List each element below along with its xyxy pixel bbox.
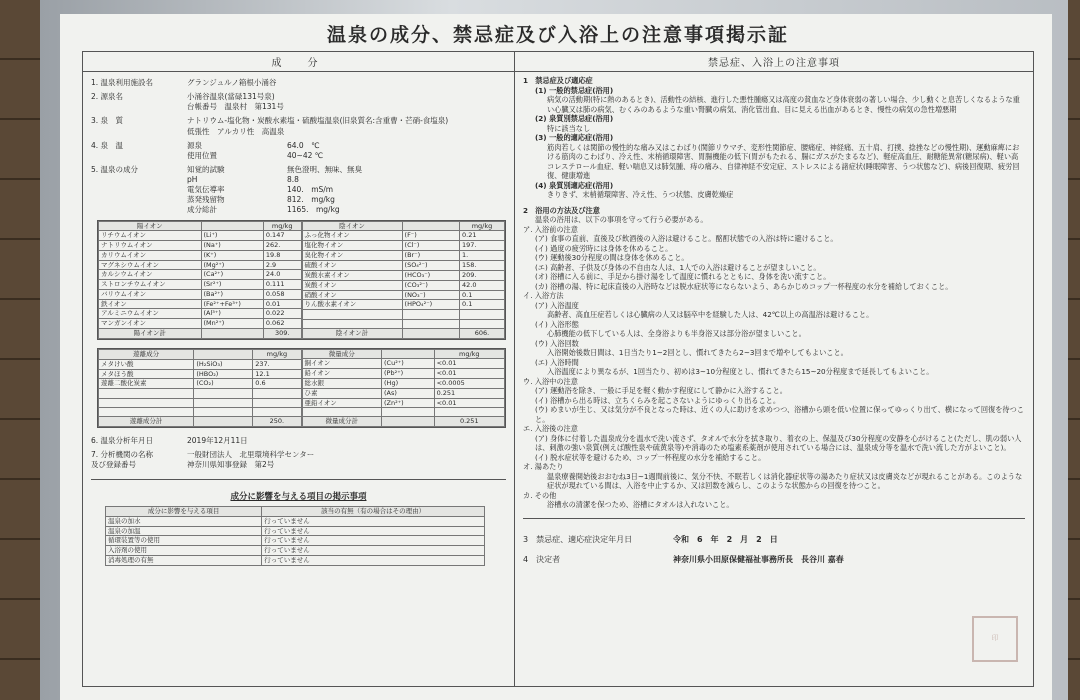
trace-total-cell: 0.251 bbox=[434, 417, 504, 427]
table-row bbox=[99, 231, 302, 241]
cation-total-cell bbox=[201, 328, 263, 338]
affect-cell: 行っていません bbox=[262, 516, 485, 526]
table-row bbox=[302, 398, 505, 408]
cation-cell: マンガンイオン bbox=[99, 319, 202, 329]
cation-cell: 0.058 bbox=[263, 289, 301, 299]
trace-cell: 鉛イオン bbox=[302, 369, 382, 379]
component-label: 知覚的試験 bbox=[187, 164, 225, 174]
composition-column bbox=[83, 52, 515, 686]
anion-cell bbox=[302, 310, 402, 319]
undissociated-total-cell: 遊離成分計 bbox=[99, 417, 194, 427]
table-row bbox=[302, 280, 505, 290]
undissociated-cell: (HBO₂) bbox=[194, 369, 253, 379]
anion-cell bbox=[460, 310, 505, 319]
undissociated-cell bbox=[253, 407, 301, 416]
cation-cell: 19.8 bbox=[263, 250, 301, 260]
trace-cell bbox=[382, 408, 435, 417]
affect-section bbox=[91, 479, 506, 566]
trace-cell bbox=[302, 408, 382, 417]
anion-cell: 硫酸イオン bbox=[302, 260, 402, 270]
cation-table bbox=[98, 221, 302, 339]
cation-cell: 0.062 bbox=[263, 319, 301, 329]
cation-total-cell: 309. bbox=[263, 328, 301, 338]
table-row bbox=[302, 319, 505, 328]
trace-total-cell bbox=[382, 417, 435, 427]
anion-cell: 0.1 bbox=[460, 300, 505, 310]
affect-title: 成分に影響を与える項目の掲示事項 bbox=[230, 491, 367, 502]
trace-total-row bbox=[302, 417, 505, 427]
trace-cell: (Zn²⁺) bbox=[382, 398, 435, 408]
cation-cell: (Mg²⁺) bbox=[201, 260, 263, 270]
component-label: 成分総計 bbox=[187, 205, 217, 215]
section-1-title: 1 禁忌症及び適応症 bbox=[523, 76, 593, 85]
component-item bbox=[187, 205, 506, 215]
affect-header-row bbox=[106, 507, 485, 517]
undissociated-total-row bbox=[99, 417, 302, 427]
anion-cell bbox=[402, 319, 459, 328]
undissociated-cell bbox=[194, 389, 253, 398]
decision-date-row: 3 禁忌症、適応症決定年月日 令和 6 年 2 月 2 日 bbox=[523, 534, 778, 544]
affect-cell: 行っていません bbox=[262, 555, 485, 565]
analysis-org-row: 7. 分析機関の名称 及び登録番号 一般財団法人 北里環境科学センター 神奈川県知事登録 第2号 bbox=[91, 450, 315, 470]
affect-cell: 消毒処理の有無 bbox=[106, 555, 262, 565]
affect-cell: 循環装置等の使用 bbox=[106, 536, 262, 546]
table-row bbox=[99, 398, 302, 407]
affect-cell: 温泉の加温 bbox=[106, 526, 262, 536]
table-row bbox=[99, 241, 302, 251]
section-2-title: 2 浴用の方法及び注意 bbox=[523, 205, 600, 215]
table-row bbox=[302, 388, 505, 398]
anion-cell: 209. bbox=[460, 270, 505, 280]
trace-cell: (As) bbox=[382, 388, 435, 398]
table-row bbox=[302, 408, 505, 417]
trace-cell: (Hg) bbox=[382, 378, 435, 388]
trace-cell: <0.0005 bbox=[434, 378, 504, 388]
anion-total-cell: 606. bbox=[460, 328, 505, 338]
trace-header-row bbox=[302, 349, 505, 359]
anion-header-cell: 陰イオン bbox=[302, 221, 402, 231]
table-row bbox=[99, 270, 302, 280]
cation-cell: (Al³⁺) bbox=[201, 309, 263, 319]
component-value: 140. mS/m bbox=[287, 185, 334, 195]
cation-cell: カリウムイオン bbox=[99, 250, 202, 260]
notice-document bbox=[60, 14, 1052, 700]
precautions-body: 1 禁忌症及び適応症 (1) 一般的禁忌症(浴用) 病気の活動期(特に熱のあるとき)、活動性の結核、進行した悪性腫瘍又は高度の貧血など身体衰弱の著しい場合、少し動くと息苦しくなるような重い心臓又は肺の病気、むくみのあるような重い腎臓の病気、消化管出血、目に見える出血があるとき、慢性の病気の急性増悪期 (2) 泉質別禁忌症(浴用) 特に該当なし (3) 一般的適応症(浴用) 筋肉若しくは関節の慢性的な痛み又はこわばり(関節リウマチ、変形性関節症、腰痛症、神経痛、五十肩、打撲、捻挫などの慢性期)、運動麻痺における筋肉のこわばり、冷え性、末梢循環障害、胃腸機能の低下(胃がもたれる、腸にガスがたまるなど)、軽症高血圧、耐糖能異常(糖尿病)、軽い高コレステロール血症、軽い喘息又は肺気腫、痔の痛み、自律神経不安定症、ストレスによる諸症状(睡眠障害、うつ状態など)、病後回復期、疲労回復、健康増進 (4) 泉質別適応症(浴用) きりきず、末梢循環障害、冷え性、うつ状態、皮膚乾燥症 2 浴用の方法及び注意 温泉の浴用は、以下の事項を守って行う必要がある。 ア. 入浴前の注意 (ア) 食事の直前、直後及び飲酒後の入浴は避けること。酩酊状態での入浴は特に避けること。 (イ) 過度の疲労時には身体を休めること。 (ウ) 運動後30分程度の間は身体を休めること。 (エ) 高齢者、子供及び身体の不自由な人は、1人での入浴は避けることが望ましいこと。 (オ) 浴槽に入る前に、手足から掛け湯をして温度に慣れるとともに、身体を洗い流すこと。 (カ) 浴槽の湯、特に起床直後の入浴時などは脱水症状等にならないよう、あらかじめコップ一杯程度の水分を補給しておくこと。 イ. 入浴方法 (ア) 入浴温度 高齢者、高血圧症若しくは心臓病の人又は脳卒中を経験した人は、42℃以上の高温浴は避けること。 (イ) 入浴形態 心肺機能の低下している人は、全身浴よりも半身浴又は部分浴が望ましいこと。 (ウ) 入浴回数 入浴開始後数日間は、1日当たり1~2回とし、慣れてきたら2~3回まで増やしてもよいこと。 (エ) 入浴時間 入浴温度により異なるが、1回当たり、初めは3~10分程度とし、慣れてきたら15~20分程度まで延長してもよいこと。 ウ. 入浴中の注意 (ア) 運動浴を除き、一般に手足を軽く動かす程度にして静かに入浴すること。 (イ) 浴槽から出る時は、立ちくらみを起こさないようにゆっくり出ること。 (ウ) めまいが生じ、又は気分が不良となった時は、近くの人に助けを求めつつ、浴槽から頭を低い位置に保ってゆっくり出て、横になって回復を待つこと。 エ. 入浴後の注意 (ア) 身体に付着した温泉成分を温水で洗い流さず、タオルで水分を拭き取り、着衣の上、保温及び30分程度の安静を心がけること(ただし、肌の弱い人は、刺激の強い泉質(例えば酸性泉や硫黄泉等)や消毒のため塩素系薬剤が使用されている場合には、温泉成分等を温水で洗い流した方がよいこと)。 (イ) 脱水症状等を避けるため、コップ一杯程度の水分を補給すること。 オ. 湯あたり 温泉療養開始後おおむね3日~1週間前後に、気分不快、不眠若しくは消化器症状等の湯あたり症状又は皮膚炎などが現れることがある。このような症状が現れている間は、入浴を中止するか、又は回数を減らし、このような状態からの回復を待つこと。 カ. その他 浴槽水の清潔を保つため、浴槽にタオルは入れないこと。 3 禁忌症、適応症決定年月日 令和 6 年 2 月 2 日 4 決定者 神奈川県小田原保健福祉事務所長 長谷川 嘉春 印 bbox=[515, 72, 1033, 570]
anion-cell bbox=[302, 319, 402, 328]
anion-total-row bbox=[302, 328, 505, 338]
trace-table bbox=[302, 349, 506, 428]
affect-header-cell: 成分に影響を与える項目 bbox=[106, 507, 262, 517]
undissociated-header-cell bbox=[194, 349, 253, 359]
anion-cell: 塩化物イオン bbox=[302, 241, 402, 251]
trace-cell: (Cu²⁺) bbox=[382, 359, 435, 369]
table-row bbox=[302, 369, 505, 379]
undissociated-cell: (H₂SiO₃) bbox=[194, 359, 253, 369]
cation-cell: ストロンチウムイオン bbox=[99, 280, 202, 290]
anion-cell bbox=[402, 310, 459, 319]
table-row bbox=[302, 251, 505, 261]
cation-cell: (Fe²⁺+Fe³⁺) bbox=[201, 299, 263, 309]
components-row: 5. 温泉の成分 知覚的試験 無色澄明、無味、無臭 pH 8.8 電気伝導率 140. mS/m 蒸発残留物 812. mg/kg 成分総計 1165. mg/kg bbox=[91, 165, 506, 216]
cation-cell: 0.022 bbox=[263, 309, 301, 319]
anion-cell: 炭酸水素イオン bbox=[302, 270, 402, 280]
undissociated-cell: 12.1 bbox=[253, 369, 301, 379]
table-row bbox=[302, 270, 505, 280]
component-label: 蒸発残留物 bbox=[187, 195, 225, 205]
cation-cell: (K⁺) bbox=[201, 250, 263, 260]
cation-header-cell: mg/kg bbox=[263, 221, 301, 231]
trace-cell: 0.251 bbox=[434, 388, 504, 398]
table-row bbox=[302, 290, 505, 300]
ion-table bbox=[97, 220, 506, 340]
table-row bbox=[99, 309, 302, 319]
table-row bbox=[106, 516, 485, 526]
table-row bbox=[106, 546, 485, 556]
trace-total-cell: 微量成分計 bbox=[302, 417, 382, 427]
undissociated-header-cell: 遊離成分 bbox=[99, 349, 194, 359]
component-item bbox=[187, 195, 506, 205]
cation-header-row bbox=[99, 221, 302, 231]
decider-row: 4 決定者 神奈川県小田原保健福祉事務所長 長谷川 嘉春 bbox=[523, 555, 844, 565]
anion-header-row bbox=[302, 221, 505, 231]
trace-header-cell: mg/kg bbox=[434, 349, 504, 359]
cation-cell: 鉄イオン bbox=[99, 299, 202, 309]
undissociated-cell bbox=[253, 398, 301, 407]
quality-row: 3. 泉 質 ナトリウム-塩化物・炭酸水素塩・硫酸塩温泉(旧泉質名:含重曹・芒硝-食塩泉) 低張性 アルカリ性 高温泉 bbox=[91, 116, 449, 136]
composition-header: 成 分 bbox=[83, 52, 514, 72]
undissociated-cell bbox=[99, 407, 194, 416]
table-row bbox=[302, 231, 505, 241]
affect-cell: 温泉の加水 bbox=[106, 516, 262, 526]
table-row bbox=[99, 389, 302, 398]
undissociated-cell: メタけい酸 bbox=[99, 359, 194, 369]
cation-cell: 0.111 bbox=[263, 280, 301, 290]
table-row bbox=[302, 310, 505, 319]
anion-total-cell: 陰イオン計 bbox=[302, 328, 402, 338]
cation-cell: マグネシウムイオン bbox=[99, 260, 202, 270]
official-seal: 印 bbox=[972, 616, 1018, 662]
undissociated-total-cell bbox=[194, 417, 253, 427]
anion-cell: 硝酸イオン bbox=[302, 290, 402, 300]
undissociated-cell bbox=[194, 407, 253, 416]
cation-cell: 262. bbox=[263, 241, 301, 251]
table-row bbox=[99, 260, 302, 270]
component-value: 1165. mg/kg bbox=[287, 205, 340, 215]
source-row: 2. 源泉名 小涌谷温泉(當碌131号泉) 台帳番号 温泉村 第131号 bbox=[91, 92, 284, 112]
table-row bbox=[99, 319, 302, 329]
anion-cell: ふっ化物イオン bbox=[302, 231, 402, 241]
anion-total-cell bbox=[402, 328, 459, 338]
table-row bbox=[99, 250, 302, 260]
undissociated-header-cell: mg/kg bbox=[253, 349, 301, 359]
table-row bbox=[302, 378, 505, 388]
precautions-column bbox=[515, 52, 1033, 686]
anion-cell bbox=[460, 319, 505, 328]
affect-header-cell: 該当の有無（有の場合はその理由） bbox=[262, 507, 485, 517]
undissociated-trace-table bbox=[97, 348, 506, 429]
affect-cell: 入浴剤の使用 bbox=[106, 546, 262, 556]
cation-header-cell bbox=[201, 221, 263, 231]
anion-cell: (NO₃⁻) bbox=[402, 290, 459, 300]
affect-table bbox=[105, 506, 485, 566]
component-item bbox=[187, 175, 506, 185]
cation-cell: (Mn²⁺) bbox=[201, 319, 263, 329]
table-row bbox=[106, 526, 485, 536]
table-row bbox=[99, 359, 302, 369]
anion-cell: 炭酸イオン bbox=[302, 280, 402, 290]
trace-cell: <0.01 bbox=[434, 398, 504, 408]
table-row bbox=[99, 379, 302, 389]
component-label: pH bbox=[187, 175, 198, 184]
component-item bbox=[187, 185, 506, 195]
cation-cell: 0.147 bbox=[263, 231, 301, 241]
trace-header-cell: 微量成分 bbox=[302, 349, 382, 359]
anion-cell: (Cl⁻) bbox=[402, 241, 459, 251]
undissociated-cell bbox=[253, 389, 301, 398]
anion-header-cell bbox=[402, 221, 459, 231]
trace-cell: 銅イオン bbox=[302, 359, 382, 369]
affect-cell: 行っていません bbox=[262, 536, 485, 546]
analysis-date-row: 6. 温泉分析年月日 2019年12月11日 bbox=[91, 436, 248, 446]
facility-row: 1. 温泉利用施設名 グランジュルノ箱根小涌谷 bbox=[91, 78, 277, 87]
component-value: 8.8 bbox=[287, 175, 299, 184]
anion-cell: (F⁻) bbox=[402, 231, 459, 241]
anion-cell: 1. bbox=[460, 251, 505, 261]
cation-cell: (Li⁺) bbox=[201, 231, 263, 241]
trace-cell: 総水銀 bbox=[302, 378, 382, 388]
trace-cell bbox=[434, 408, 504, 417]
document-title: 温泉の成分、禁忌症及び入浴上の注意事項掲示証 bbox=[326, 24, 789, 46]
anion-cell: (CO₃²⁻) bbox=[402, 280, 459, 290]
cation-header-cell: 陽イオン bbox=[99, 221, 202, 231]
table-row bbox=[302, 300, 505, 310]
undissociated-cell: (CO₂) bbox=[194, 379, 253, 389]
cation-cell: (Ba²⁺) bbox=[201, 289, 263, 299]
affect-cell: 行っていません bbox=[262, 526, 485, 536]
cation-cell: アルミニウムイオン bbox=[99, 309, 202, 319]
table-row bbox=[99, 280, 302, 290]
anion-table bbox=[302, 221, 506, 339]
undissociated-header-row bbox=[99, 349, 302, 359]
cation-cell: バリウムイオン bbox=[99, 289, 202, 299]
cation-total-cell: 陽イオン計 bbox=[99, 328, 202, 338]
trace-header-cell bbox=[382, 349, 435, 359]
table-row bbox=[99, 369, 302, 379]
affect-cell: 行っていません bbox=[262, 546, 485, 556]
table-row bbox=[302, 359, 505, 369]
component-label: 電気伝導率 bbox=[187, 185, 225, 195]
cation-cell: (Sr²⁺) bbox=[201, 280, 263, 290]
cation-cell: カルシウムイオン bbox=[99, 270, 202, 280]
anion-cell: 158. bbox=[460, 260, 505, 270]
anion-cell: (HPO₄²⁻) bbox=[402, 300, 459, 310]
anion-cell: (HCO₃⁻) bbox=[402, 270, 459, 280]
undissociated-cell: 遊離二酸化炭素 bbox=[99, 379, 194, 389]
undissociated-cell: メタほう酸 bbox=[99, 369, 194, 379]
table-row bbox=[99, 289, 302, 299]
undissociated-cell bbox=[99, 389, 194, 398]
cation-total-row bbox=[99, 328, 302, 338]
cation-cell: (Ca²⁺) bbox=[201, 270, 263, 280]
component-item bbox=[187, 165, 506, 175]
anion-cell: りん酸水素イオン bbox=[302, 300, 402, 310]
trace-cell: 亜鉛イオン bbox=[302, 398, 382, 408]
trace-cell: <0.01 bbox=[434, 359, 504, 369]
table-row bbox=[99, 407, 302, 416]
trace-cell: ひ素 bbox=[302, 388, 382, 398]
anion-cell: (Br⁻) bbox=[402, 251, 459, 261]
precautions-header: 禁忌症、入浴上の注意事項 bbox=[515, 52, 1033, 72]
table-row bbox=[302, 241, 505, 251]
anion-cell: 0.21 bbox=[460, 231, 505, 241]
cation-cell: リチウムイオン bbox=[99, 231, 202, 241]
anion-cell: 臭化物イオン bbox=[302, 251, 402, 261]
cation-cell: 2.9 bbox=[263, 260, 301, 270]
document-grid bbox=[82, 51, 1034, 687]
temperature-row: 4. 泉 温 源泉 64.0 ℃ 使用位置 40~42 ℃ bbox=[91, 140, 324, 160]
table-row bbox=[99, 299, 302, 309]
table-row bbox=[302, 260, 505, 270]
cation-cell: ナトリウムイオン bbox=[99, 241, 202, 251]
anion-cell: 0.1 bbox=[460, 290, 505, 300]
cation-cell: 0.01 bbox=[263, 299, 301, 309]
component-value: 無色澄明、無味、無臭 bbox=[287, 164, 362, 174]
undissociated-table bbox=[98, 349, 302, 428]
anion-cell: (SO₄²⁻) bbox=[402, 260, 459, 270]
undissociated-cell bbox=[194, 398, 253, 407]
table-row bbox=[106, 555, 485, 565]
undissociated-cell: 0.6 bbox=[253, 379, 301, 389]
undissociated-cell: 237. bbox=[253, 359, 301, 369]
undissociated-total-cell: 250. bbox=[253, 417, 301, 427]
trace-cell: (Pb²⁺) bbox=[382, 369, 435, 379]
anion-cell: 197. bbox=[460, 241, 505, 251]
table-row bbox=[106, 536, 485, 546]
component-value: 812. mg/kg bbox=[287, 195, 335, 205]
metal-frame bbox=[40, 0, 1068, 700]
cation-cell: (Na⁺) bbox=[201, 241, 263, 251]
anion-cell: 42.0 bbox=[460, 280, 505, 290]
undissociated-cell bbox=[99, 398, 194, 407]
cation-cell: 24.0 bbox=[263, 270, 301, 280]
trace-cell: <0.01 bbox=[434, 369, 504, 379]
anion-header-cell: mg/kg bbox=[460, 221, 505, 231]
